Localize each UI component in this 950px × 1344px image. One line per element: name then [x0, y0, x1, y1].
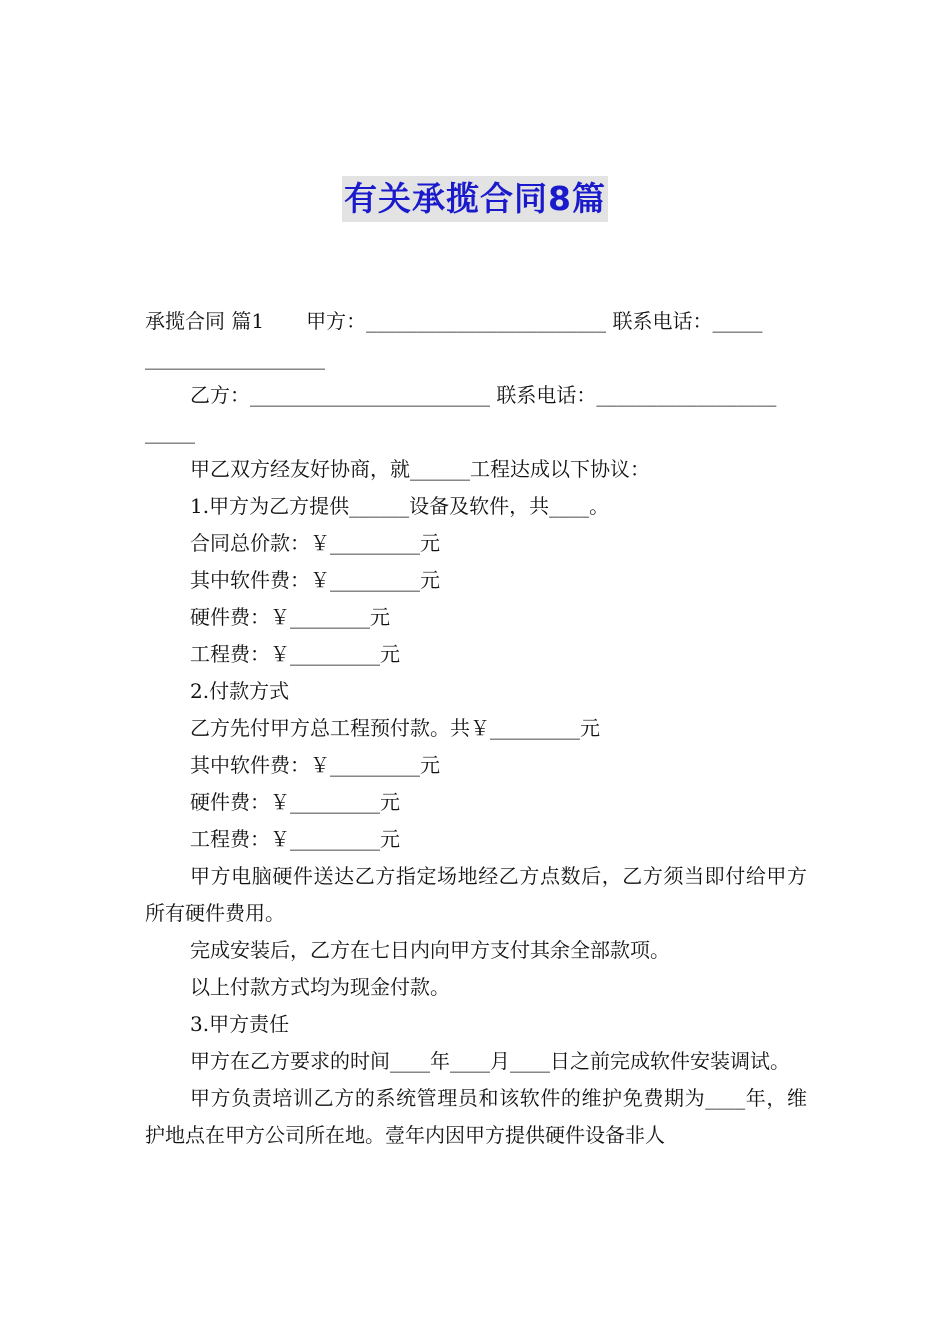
text-line: 以上付款方式均为现金付款。: [190, 975, 450, 999]
section-heading-payment: 2.付款方式: [190, 679, 290, 703]
text-line: 工程费：￥_________元: [190, 642, 400, 666]
text-line: 1.甲方为乙方提供______设备及软件，共____。: [190, 494, 610, 518]
text-line: 工程费：￥_________元: [190, 827, 400, 851]
party-a-continuation: __________________: [145, 346, 325, 370]
text-line: 甲乙双方经友好协商，就______工程达成以下协议：: [190, 457, 650, 481]
section-label: 承揽合同 篇1: [145, 309, 265, 333]
paragraph-install-deadline: 甲方在乙方要求的时间____年____月____日之前完成软件安装调试。: [190, 1049, 790, 1073]
party-b-line: 乙方：________________________ 联系电话：__________________: [190, 383, 777, 407]
party-a-line: 甲方：________________________ 联系电话：_____: [306, 309, 763, 333]
title-wrap: [0, 176, 950, 222]
text-line: 硬件费：￥_________元: [190, 790, 400, 814]
document-title: 有关承揽合同8篇: [342, 176, 608, 222]
section-heading-party-a-duty: 3.甲方责任: [190, 1012, 290, 1036]
paragraph-hardware-payment: 甲方电脑硬件送达乙方指定场地经乙方点数后，乙方须当即付给甲方所有硬件费用。: [145, 864, 807, 925]
document-body: [145, 303, 807, 1154]
party-b-continuation: _____: [145, 420, 195, 444]
text-line: 完成安装后，乙方在七日内向甲方支付其余全部款项。: [190, 938, 670, 962]
text-line: 硬件费：￥________元: [190, 605, 390, 629]
header-line-party-a: [145, 303, 807, 340]
text-line: 其中软件费：￥_________元: [190, 753, 440, 777]
text-line: 乙方先付甲方总工程预付款。共￥_________元: [190, 716, 600, 740]
text-line: 合同总价款：￥_________元: [190, 531, 440, 555]
text-line: 其中软件费：￥_________元: [190, 568, 440, 592]
paragraph-training-maintenance: 甲方负责培训乙方的系统管理员和该软件的维护免费期为____年，维护地点在甲方公司所在地。壹年内因甲方提供硬件设备非人: [145, 1086, 807, 1147]
